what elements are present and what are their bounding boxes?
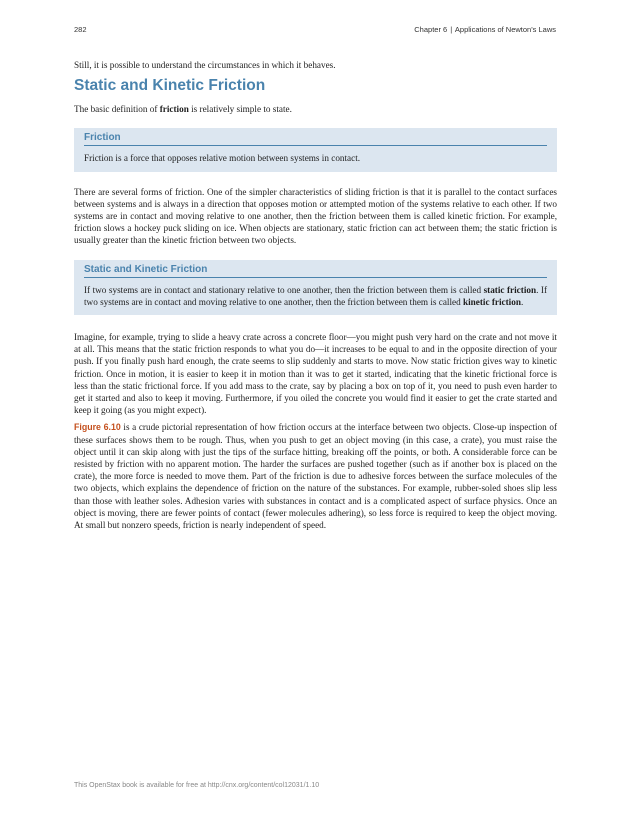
- friction-definition-box: [74, 128, 557, 171]
- lead-before: The basic definition of: [74, 104, 160, 115]
- lead-paragraph: [74, 103, 557, 115]
- static-kinetic-box-text: [84, 284, 547, 308]
- sk-term-static: static friction: [483, 284, 537, 295]
- chapter-title: Applications of Newton's Laws: [454, 25, 556, 34]
- paragraph-figure-explanation: [74, 421, 557, 531]
- chapter-label: Chapter 6: [414, 25, 448, 34]
- sk-part1: If two systems are in contact and stationary relative to one another, then the friction between them is called: [84, 284, 484, 295]
- static-kinetic-definition-box: [74, 260, 557, 315]
- header-separator: |: [450, 25, 453, 34]
- friction-box-text: Friction is a force that opposes relative motion between systems in contact.: [84, 153, 361, 164]
- paragraph-forms-of-friction: There are several forms of friction. One of the simpler characteristics of sliding friction is that it is parallel to the contact surfaces between systems and is always in a direction that opposes motion or attempted motion of the systems relative to each other. If two systems are in contact and moving relative to one another, then the friction between them is called kinetic friction. For example, friction slows a hockey puck sliding on ice. When objects are stationary, static friction can act between them; the static friction is usually greater than the kinetic friction between two objects.: [74, 186, 557, 246]
- figure-6-10-link[interactable]: Figure 6.10: [74, 422, 121, 433]
- lead-after: is relatively simple to state.: [188, 104, 292, 115]
- intro-sentence: Still, it is possible to understand the circumstances in which it behaves.: [74, 60, 336, 70]
- friction-box-title: Friction: [84, 132, 547, 146]
- paragraph-imagine-crate: Imagine, for example, trying to slide a heavy crate across a concrete floor—you might push very hard on the crate and not move it at all. This means that the static friction responds to what you do—it increases to be equal to and in the opposite direction of your push. If you finally push hard enough, the crate seems to slip suddenly and starts to move. Now static friction gives way to kinetic friction. Once in motion, it is easier to keep it in motion than it was to get it started, indicating that the kinetic frictional force is less than the static frictional force. If you add mass to the crate, say by placing a box on top of it, you need to push even harder to get it started and also to keep it moving. Furthermore, if you oiled the concrete you would find it easier to get the crate started and keep it going (as you might expect).: [74, 332, 557, 416]
- sk-term-kinetic: kinetic friction: [463, 296, 521, 307]
- lead-term: friction: [159, 104, 189, 115]
- footer-availability-note: This OpenStax book is available for free at http://cnx.org/content/col12031/1.10: [74, 782, 320, 789]
- section-title: Static and Kinetic Friction: [74, 77, 266, 95]
- figure-paragraph-text: is a crude pictorial representation of how friction occurs at the interface between two objects. Close-up inspection of these surfaces shows them to be rough. Thus, when you push to get an object moving (in this case, a crate), you must raise the object until it can skip along with just the tips of the surface hitting, breaking off the points, or both. A considerable force can be resisted by friction with no apparent motion. The harder the surfaces are pushed together (such as if another box is placed on the crate), the more force is needed to move them. Part of the friction is due to adhesive forces between the surface molecules of the two objects, which explains the dependence of friction on the nature of the substances. For example, rubber-soled shoes slip less than those with leather soles. Adhesion varies with substances in contact and is a complicated aspect of surface physics. Once an object is moving, there are fewer points of contact (fewer molecules adhering), so less force is required to keep the object moving. At small but nonzero speeds, friction is nearly independent of speed.: [74, 422, 557, 531]
- sk-part3: .: [520, 296, 524, 307]
- sk-part2: . If two systems are in contact and moving relative to one another, then the friction between them is called: [84, 284, 547, 307]
- page-content: [74, 59, 557, 531]
- running-header: [414, 25, 556, 34]
- page-number: 282: [74, 25, 87, 34]
- static-kinetic-box-title: Static and Kinetic Friction: [84, 264, 547, 278]
